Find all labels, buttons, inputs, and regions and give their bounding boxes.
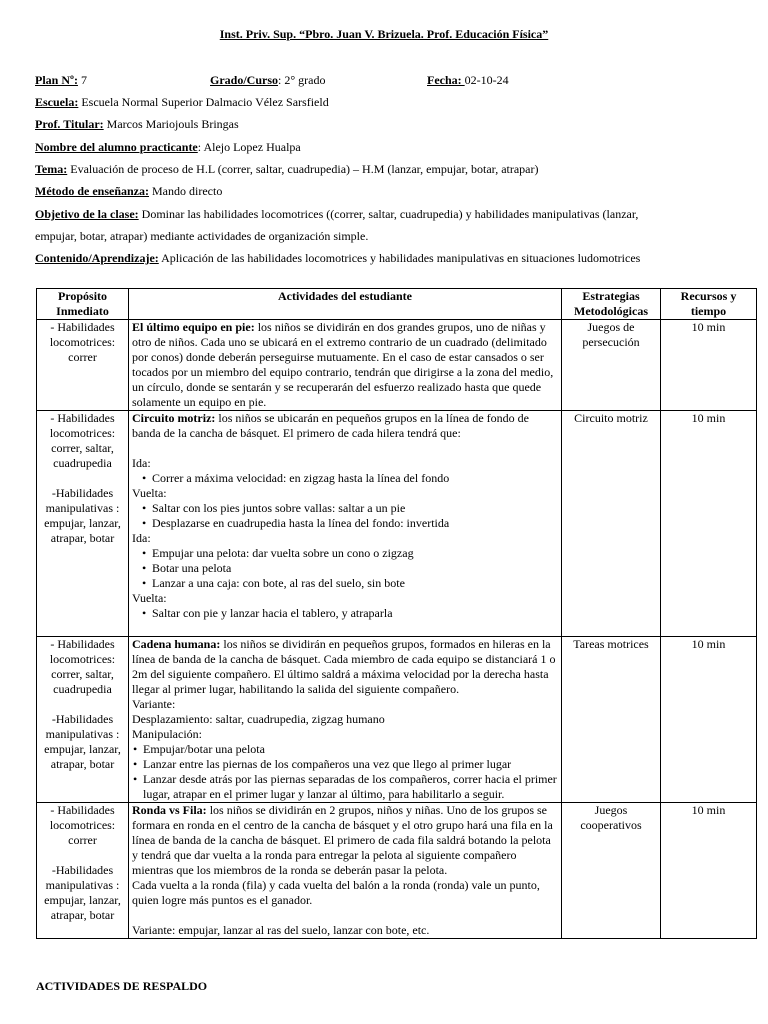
list-item: • Lanzar a una caja: con bote, al ras del suelo, sin bote <box>152 576 558 591</box>
list-item: • Desplazarse en cuadrupedia hasta la línea del fondo: invertida <box>152 516 558 531</box>
table-row <box>37 637 757 803</box>
grado-curso: Grado/Curso: 2° grado <box>210 73 326 87</box>
section-heading-actividades-respaldo: ACTIVIDADES DE RESPALDO <box>36 979 208 993</box>
alumno-line: Nombre del alumno practicante: Alejo Lopez Hualpa <box>35 140 301 154</box>
actividad-cell: El último equipo en pie: los niños se dividirán en dos grandes grupos, uno de niñas y otro de niños. Cada uno se ubicará en el extremo contrario de un cuadrado (delimitado por conos) donde deberán perseguirse mutuamente. En el caso de estar cansados o ser tocados por un miembro del equipo contrario, tendrán que dirigirse a la zona del medio, un círculo, donde se sentarán y se recuperarán del esfuerzo realizado hasta que quede solamente un equipo en pie. <box>129 320 562 411</box>
plan-number: Plan Nº: 7 <box>35 73 87 87</box>
table-row <box>37 803 757 939</box>
vuelta-list <box>132 501 558 531</box>
header-estrategias: Estrategias Metodológicas <box>562 289 661 320</box>
estrategia-cell: Tareas motrices <box>562 637 661 803</box>
prof-titular-line: Prof. Titular: Marcos Mariojouls Bringas <box>35 117 239 131</box>
contenido-line: Contenido/Aprendizaje: Aplicación de las habilidades locomotrices y habilidades manipulativas en situaciones ludomotrices <box>35 251 641 265</box>
proposito-cell: - Habilidades locomotrices: correr, saltar, cuadrupedia -Habilidades manipulativas : empujar, lanzar, atrapar, botar <box>37 411 129 637</box>
estrategia-cell: Juegos cooperativos <box>562 803 661 939</box>
list-item: • Saltar con los pies juntos sobre vallas: saltar a un pie <box>152 501 558 516</box>
objetivo-line-2: empujar, botar, atrapar) mediante actividades de organización simple. <box>35 229 369 243</box>
recursos-cell: 10 min <box>661 411 757 637</box>
vuelta-list <box>132 606 558 621</box>
table-row <box>37 320 757 411</box>
actividad-cell: Cadena humana: los niños se dividirán en pequeños grupos, formados en hileras en la línea de banda de la cancha de básquet. Cada miembro de cada equipo se distanciará 1 o 2m del siguiente compañero. El último saldrá a máxima velocidad por la derecha hasta llegar al primer lugar, habilitando la salida del siguiente compañero. Variante: Desplazamiento: saltar, cuadrupedia, zigzag humano Manipulación: • Empujar/botar una pelota • Lanzar entre las piernas de los compañeros una vez que llego al primer lugar • Lanzar desde atrás por las piernas separadas de los compañeros, correr hacia el primer lugar, atrapar en el primer lugar y lanzar al último, para habilitarlo a seguir. <box>129 637 562 803</box>
objetivo-line: Objetivo de la clase: Dominar las habilidades locomotrices ((correr, saltar, cuadrupedia) y habilidades manipulativas (lanzar, <box>35 207 639 221</box>
list-item: • Empujar una pelota: dar vuelta sobre un cono o zigzag <box>152 546 558 561</box>
tema-line: Tema: Evaluación de proceso de H.L (correr, saltar, cuadrupedia) – H.M (lanzar, empujar, botar, atrapar) <box>35 162 539 176</box>
list-item: • Empujar/botar una pelota <box>143 742 558 757</box>
header-proposito: Propósito Inmediato <box>37 289 129 320</box>
proposito-cell: - Habilidades locomotrices: correr <box>37 320 129 411</box>
list-item: • Correr a máxima velocidad: en zigzag hasta la línea del fondo <box>152 471 558 486</box>
header-actividades: Actividades del estudiante <box>129 289 562 320</box>
table-row <box>37 411 757 637</box>
metodo-line: Método de enseñanza: Mando directo <box>35 184 223 198</box>
recursos-cell: 10 min <box>661 803 757 939</box>
list-item: • Lanzar entre las piernas de los compañeros una vez que llego al primer lugar <box>143 757 558 772</box>
document-title: Inst. Priv. Sup. “Pbro. Juan V. Brizuela. Prof. Educación Física” <box>219 27 549 41</box>
recursos-cell: 10 min <box>661 320 757 411</box>
estrategia-cell: Circuito motriz <box>562 411 661 637</box>
manipulacion-list <box>132 742 558 802</box>
list-item: • Saltar con pie y lanzar hacia el tablero, y atraparla <box>152 606 558 621</box>
estrategia-cell: Juegos de persecución <box>562 320 661 411</box>
escuela-line: Escuela: Escuela Normal Superior Dalmacio Vélez Sarsfield <box>35 95 329 109</box>
list-item: • Lanzar desde atrás por las piernas separadas de los compañeros, correr hacia el primer lugar, atrapar en el primer lugar y lanzar al último, para habilitarlo a seguir. <box>143 772 558 802</box>
list-item: • Botar una pelota <box>152 561 558 576</box>
actividad-cell: Circuito motriz: los niños se ubicarán en pequeños grupos en la línea de fondo de banda de la cancha de básquet. El primero de cada hilera tendrá que: Ida: • Correr a máxima velocidad: en zigzag hasta la línea del fondo Vuelta: • Saltar con los pies juntos sobre vallas: saltar a un pie • Desplazarse en cuadrupedia hasta la línea del fondo: invertida Ida: • Empujar una pelota: dar vuelta sobre un cono o zigzag • Botar una pelota • Lanzar a una caja: con bote, al ras del suelo, sin bote Vuelta: • Saltar con pie y lanzar hacia el tablero, y atraparla <box>129 411 562 637</box>
ida-list <box>132 546 558 591</box>
actividad-cell: Ronda vs Fila: los niños se dividirán en 2 grupos, niños y niñas. Uno de los grupos se formara en ronda en el centro de la cancha de básquet y el otro grupo hará una fila en la línea de banda de la cancha de básquet. El primero de cada fila saldrá botando la pelota y tendrá que dar vuelta a la ronda para entregar la pelota al siguiente compañero mientras que los miembros de la ronda se deberán pasar la pelota. Cada vuelta a la ronda (fila) y cada vuelta del balón a la ronda (ronda) vale un punto, quien logre más puntos es el ganador. Variante: empujar, lanzar al ras del suelo, lanzar con bote, etc. <box>129 803 562 939</box>
table-header-row <box>37 289 757 320</box>
ida-list <box>132 471 558 486</box>
proposito-cell: - Habilidades locomotrices: correr, saltar, cuadrupedia -Habilidades manipulativas : empujar, lanzar, atrapar, botar <box>37 637 129 803</box>
fecha: Fecha: 02-10-24 <box>427 73 509 87</box>
proposito-cell: - Habilidades locomotrices: correr -Habilidades manipulativas : empujar, lanzar, atrapar, botar <box>37 803 129 939</box>
recursos-cell: 10 min <box>661 637 757 803</box>
activities-table <box>36 288 757 939</box>
header-recursos: Recursos y tiempo <box>661 289 757 320</box>
